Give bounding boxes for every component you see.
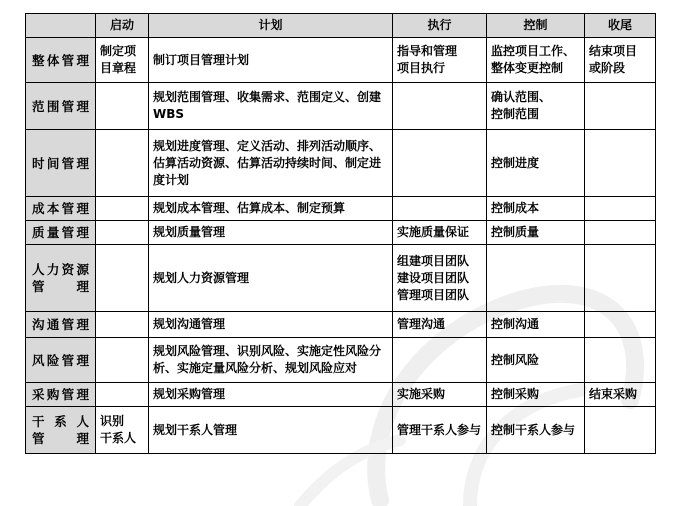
knowledge-area-line: 整体管理: [32, 52, 89, 68]
cell-closing: [585, 130, 656, 197]
cell-initiating: 制定项 目章程: [96, 38, 149, 83]
knowledge-area-line: 范围管理: [32, 98, 89, 114]
cell-initiating: [96, 83, 149, 130]
cell-controlling: 控制成本: [487, 197, 585, 221]
knowledge-area-line: 沟通管理: [32, 317, 89, 332]
cell-initiating: [96, 197, 149, 221]
row-procurement-management: [26, 383, 656, 407]
header-controlling: 控制: [487, 14, 585, 38]
cell-controlling: 监控项目工作、 整体变更控制: [487, 38, 585, 83]
cell-controlling: 控制采购: [487, 383, 585, 407]
cell-initiating: [96, 245, 149, 312]
cell-controlling: [487, 245, 585, 312]
header-initiating: 启动: [96, 14, 149, 38]
cell-closing: [585, 407, 656, 454]
cell-closing: [585, 221, 656, 245]
knowledge-area-label: [26, 83, 96, 130]
cell-closing: [585, 197, 656, 221]
knowledge-area-label: [26, 338, 96, 383]
cell-executing: [393, 130, 487, 197]
header-row: [26, 14, 656, 38]
cell-planning: 规划质量管理: [149, 221, 393, 245]
knowledge-area-label: [26, 221, 96, 245]
cell-initiating: [96, 383, 149, 407]
cell-planning: 规划干系人管理: [149, 407, 393, 454]
row-stakeholder-management: [26, 407, 656, 454]
cell-executing: 组建项目团队 建设项目团队 管理项目团队: [393, 245, 487, 312]
row-scope-management: [26, 83, 656, 130]
cell-planning: 规划进度管理、定义活动、排列活动顺序、 估算活动资源、估算活动持续时间、制定进 度计划: [149, 130, 393, 197]
row-integration-management: [26, 38, 656, 83]
header-executing: 执行: [393, 14, 487, 38]
header-corner: [26, 14, 96, 38]
knowledge-area-label: [26, 130, 96, 197]
row-quality-management: [26, 221, 656, 245]
cell-executing: 管理干系人参与: [393, 407, 487, 454]
knowledge-area-label: [26, 197, 96, 221]
knowledge-area-line: 质量管理: [32, 225, 89, 240]
cell-initiating: [96, 338, 149, 383]
cell-closing: 结束项目 或阶段: [585, 38, 656, 83]
cell-closing: [585, 338, 656, 383]
knowledge-area-process-table: [25, 13, 656, 454]
row-communication-management: [26, 312, 656, 338]
cell-controlling: 控制干系人参与: [487, 407, 585, 454]
cell-planning: 规划成本管理、估算成本、制定预算: [149, 197, 393, 221]
knowledge-area-label: [26, 312, 96, 338]
cell-planning: 规划范围管理、收集需求、范围定义、创建 WBS: [149, 83, 393, 130]
cell-controlling: 确认范围、 控制范围: [487, 83, 585, 130]
knowledge-area-line: 干系人: [32, 414, 89, 429]
row-cost-management: [26, 197, 656, 221]
cell-planning: 制订项目管理计划: [149, 38, 393, 83]
cell-initiating: [96, 221, 149, 245]
row-risk-management: [26, 338, 656, 383]
cell-closing: 结束采购: [585, 383, 656, 407]
cell-planning: 规划沟通管理: [149, 312, 393, 338]
cell-planning: 规划采购管理: [149, 383, 393, 407]
knowledge-area-label: [26, 407, 96, 454]
cell-executing: 指导和管理 项目执行: [393, 38, 487, 83]
cell-controlling: 控制风险: [487, 338, 585, 383]
cell-planning: 规划人力资源管理: [149, 245, 393, 312]
knowledge-area-label: [26, 38, 96, 83]
knowledge-area-line: 管理: [32, 279, 89, 294]
cell-executing: 实施采购: [393, 383, 487, 407]
cell-planning: 规划风险管理、识别风险、实施定性风险分 析、实施定量风险分析、规划风险应对: [149, 338, 393, 383]
cell-initiating: 识别 干系人: [96, 407, 149, 454]
cell-controlling: 控制质量: [487, 221, 585, 245]
header-planning: 计划: [149, 14, 393, 38]
cell-executing: [393, 197, 487, 221]
knowledge-area-line: 人力资源: [32, 262, 89, 277]
cell-executing: [393, 83, 487, 130]
row-human-resource-management: [26, 245, 656, 312]
cell-controlling: 控制进度: [487, 130, 585, 197]
cell-closing: [585, 83, 656, 130]
knowledge-area-line: 风险管理: [32, 352, 89, 368]
cell-closing: [585, 312, 656, 338]
row-time-management: [26, 130, 656, 197]
cell-executing: [393, 338, 487, 383]
knowledge-area-label: [26, 383, 96, 407]
cell-initiating: [96, 130, 149, 197]
cell-initiating: [96, 312, 149, 338]
knowledge-area-label: [26, 245, 96, 312]
knowledge-area-line: 管理: [32, 431, 89, 446]
cell-closing: [585, 245, 656, 312]
header-closing: 收尾: [585, 14, 656, 38]
knowledge-area-line: 成本管理: [32, 201, 89, 216]
cell-executing: 管理沟通: [393, 312, 487, 338]
knowledge-area-line: 采购管理: [32, 387, 89, 402]
cell-executing: 实施质量保证: [393, 221, 487, 245]
cell-controlling: 控制沟通: [487, 312, 585, 338]
knowledge-area-line: 时间管理: [32, 155, 89, 171]
